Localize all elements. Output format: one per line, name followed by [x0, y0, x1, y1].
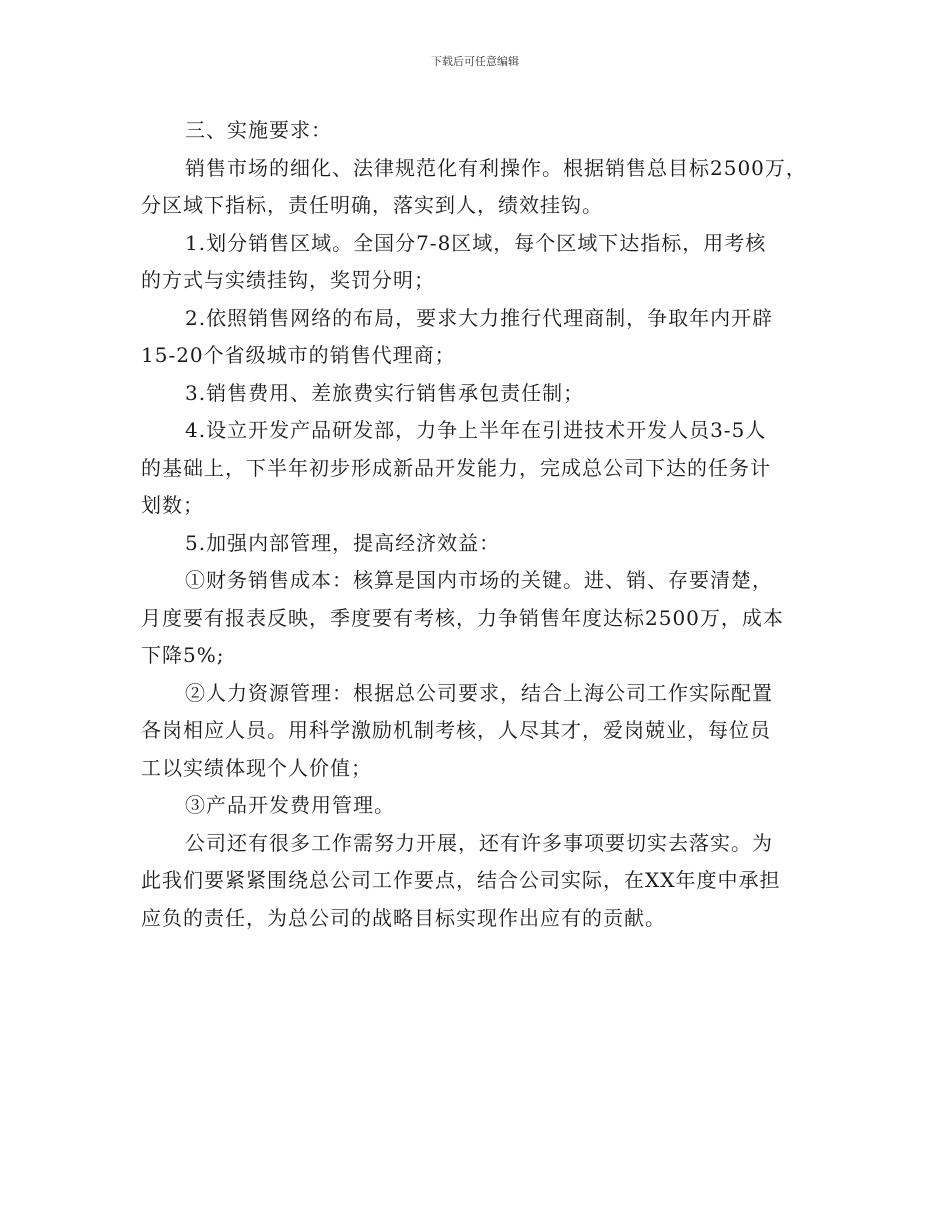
document-body	[141, 112, 811, 937]
paragraph-conclusion	[141, 825, 811, 938]
paragraph-item-1	[141, 225, 811, 300]
text-line: 应负的责任，为总公司的战略目标实现作出应有的贡献。	[141, 905, 666, 930]
text-line: 三、实施要求：	[185, 118, 332, 142]
text-line: ②人力资源管理：根据总公司要求，结合上海公司工作实际配置	[185, 680, 773, 705]
page-header-note: 下载后可任意编辑	[431, 55, 519, 68]
text-line: 的方式与实绩挂钩，奖罚分明；	[141, 268, 435, 292]
text-line: 销售市场的细化、法律规范化有利操作。根据销售总目标2500万，	[185, 155, 807, 180]
paragraph-intro	[141, 150, 811, 225]
paragraph-item-3	[141, 375, 811, 413]
text-line: 1.划分销售区域。全国分7-8区域，每个区域下达指标，用考核	[185, 230, 767, 255]
paragraph-subitem-1	[141, 562, 811, 675]
text-line: 公司还有很多工作需努力开展，还有许多事项要切实去落实。为	[185, 830, 773, 855]
text-line: ③产品开发费用管理。	[185, 793, 395, 817]
paragraph-item-2	[141, 300, 811, 375]
text-line: 分区域下指标，责任明确，落实到人，绩效挂钩。	[141, 193, 603, 217]
text-line: 工以实绩体现个人价值；	[141, 755, 372, 780]
text-line: ①财务销售成本：核算是国内市场的关键。进、销、存要清楚，	[185, 568, 773, 592]
text-line: 划数；	[141, 493, 204, 517]
text-line: 15-20个省级城市的销售代理商；	[141, 343, 456, 367]
section-heading	[141, 112, 811, 150]
text-line: 此我们要紧紧围绕总公司工作要点，结合公司实际，在XX年度中承担	[141, 868, 781, 892]
text-line: 2.依照销售网络的布局，要求大力推行代理商制，争取年内开辟	[185, 305, 774, 330]
text-line: 3.销售费用、差旅费实行销售承包责任制；	[185, 380, 585, 405]
text-line: 的基础上，下半年初步形成新品开发能力，完成总公司下达的任务计	[141, 455, 771, 480]
paragraph-subitem-3	[141, 787, 811, 825]
text-line: 5.加强内部管理，提高经济效益：	[185, 530, 501, 555]
paragraph-item-5	[141, 525, 811, 563]
paragraph-subitem-2	[141, 675, 811, 788]
text-line: 各岗相应人员。用科学激励机制考核，人尽其才，爱岗兢业，每位员	[141, 718, 771, 742]
text-line: 下降5%;	[141, 643, 225, 667]
paragraph-item-4	[141, 412, 811, 525]
text-line: 月度要有报表反映，季度要有考核，力争销售年度达标2500万，成本	[141, 605, 784, 630]
text-line: 4.设立开发产品研发部，力争上半年在引进技术开发人员3-5人	[185, 418, 767, 442]
